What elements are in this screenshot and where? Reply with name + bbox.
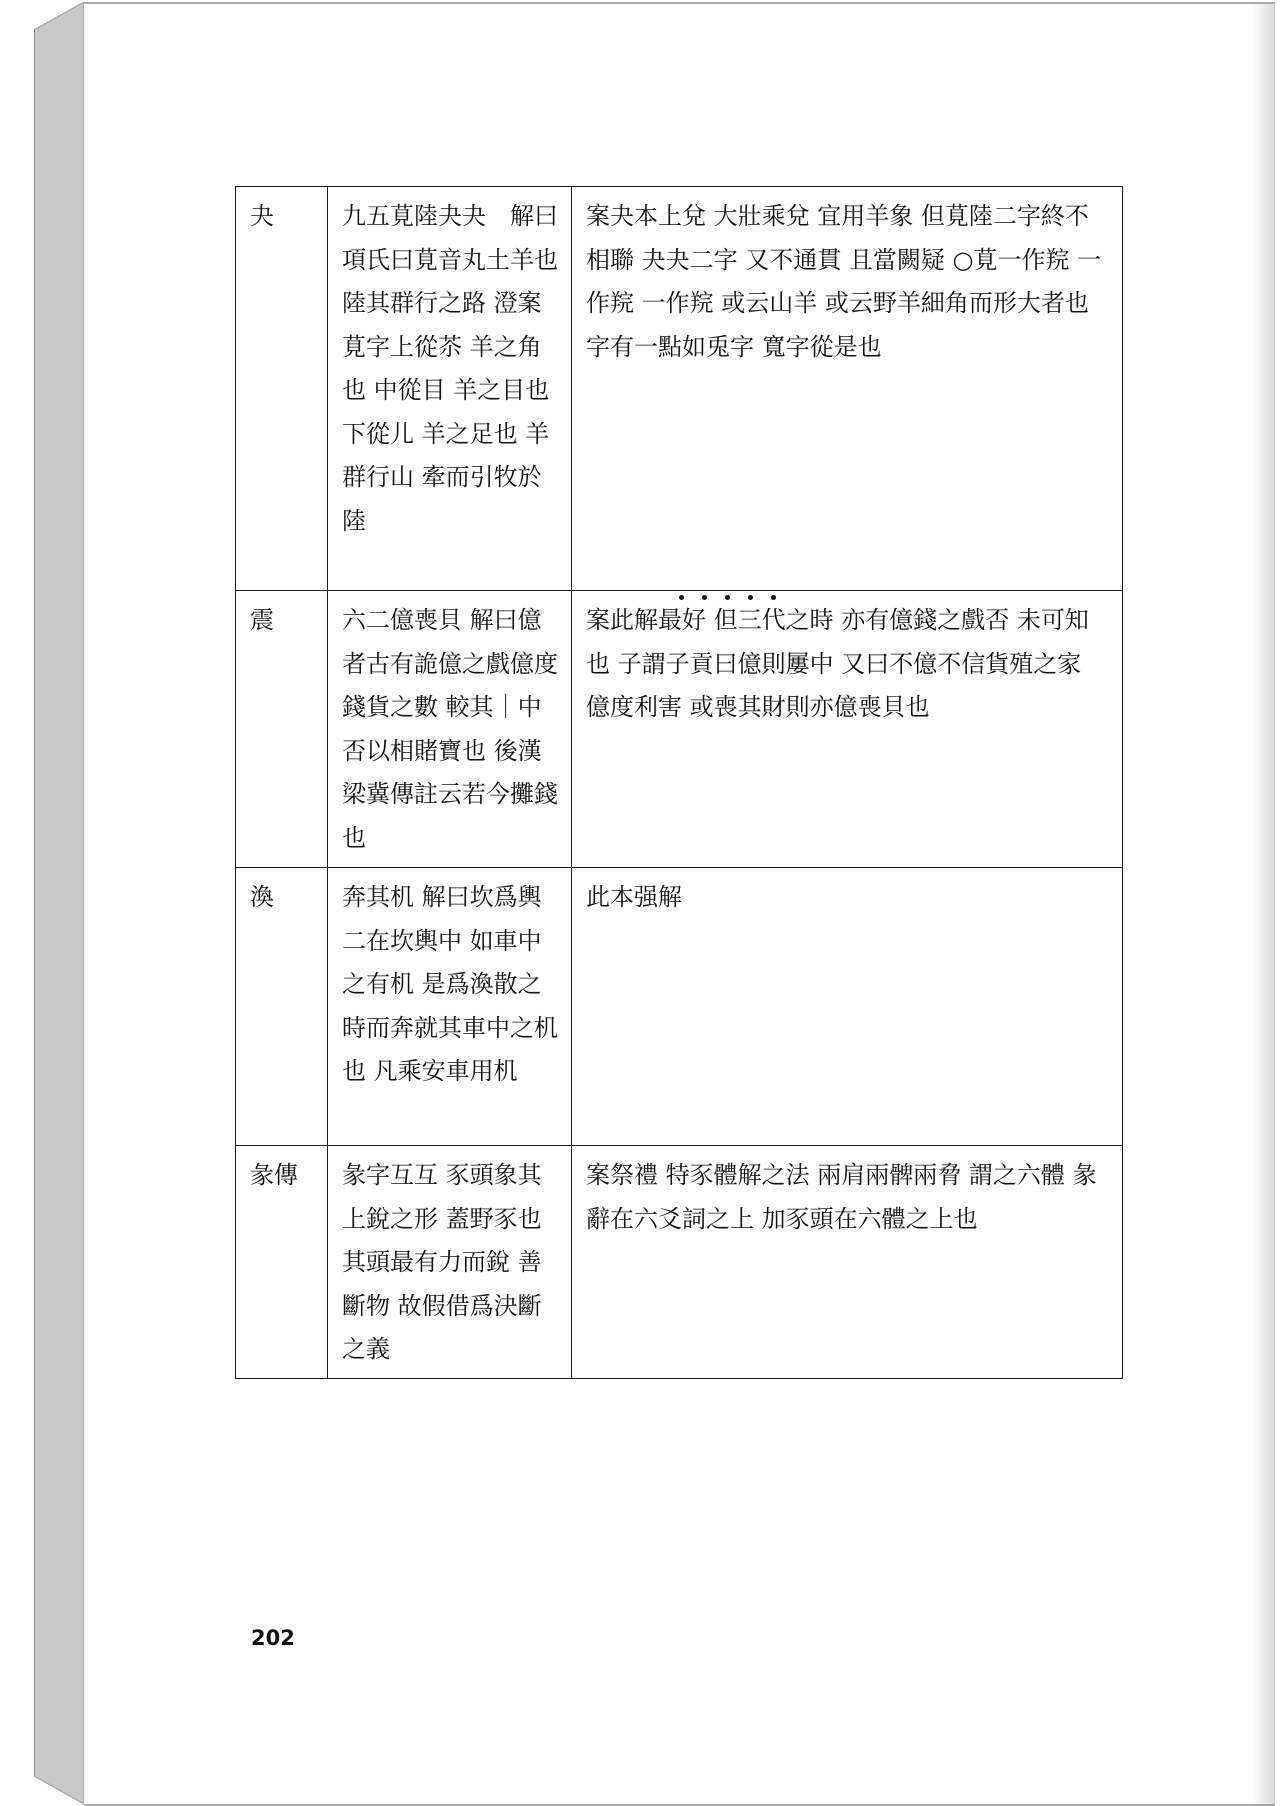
page-edge-shadow [1252, 4, 1274, 1804]
annotation-cell: 案此解最好 但三代之時 亦有億錢之戲否 未可知也 子謂子貢曰億則屢中 又曰不億不信貨殖之家 億度利害 或喪其財則亦億喪貝也 [572, 591, 1123, 868]
table-row [236, 868, 1123, 1146]
hexagram-cell: 彖傳 [236, 1146, 328, 1379]
emphasis-dot [679, 595, 684, 600]
hexagram-cell: 震 [236, 591, 328, 868]
table-row [236, 187, 1123, 591]
line-text-cell: 六二億喪貝 解曰億者古有詭億之戲億度錢貨之數 較其｜中否以相賭寶也 後漢梁冀傳註云若今攤錢也 [328, 591, 572, 868]
page-number: 202 [251, 1626, 295, 1650]
table-row [236, 1146, 1123, 1379]
emphasis-dot [725, 595, 730, 600]
table-row [236, 591, 1123, 868]
annotation-cell: 此本强解 [572, 868, 1123, 1146]
line-text-cell: 九五莧陸夬夬 解曰項氏曰莧音丸土羊也 陸其群行之路 澄案莧字上從苶 羊之角也 中從目 羊之目也 下從儿 羊之足也 羊群行山 牽而引牧於陸 [328, 187, 572, 591]
book-spine [34, 0, 84, 1806]
book-page [84, 2, 1275, 1806]
hexagram-cell: 渙 [236, 868, 328, 1146]
annotation-cell: 案夬本上兌 大壯乘兌 宜用羊象 但莧陸二字終不相聯 夬夬二字 又不通貫 且當闕疑 ○莧一作羦 一作羦 一作羦 或云山羊 或云野羊細角而形大者也 字有一點如兎字 寬字從是也 [572, 187, 1123, 591]
hexagram-cell: 夬 [236, 187, 328, 591]
line-text-cell: 奔其机 解曰坎爲輿 二在坎輿中 如車中之有机 是爲渙散之時而奔就其車中之机也 凡乘安車用机 [328, 868, 572, 1146]
emphasis-dot [702, 595, 707, 600]
commentary-table [235, 186, 1123, 1379]
annotation-cell: 案祭禮 特豕體解之法 兩肩兩髀兩脅 謂之六體 彖辭在六爻詞之上 加豕頭在六體之上也 [572, 1146, 1123, 1379]
line-text-cell: 彖字互互 豕頭象其上銳之形 蓋野豕也 其頭最有力而銳 善斷物 故假借爲決斷之義 [328, 1146, 572, 1379]
emphasis-dots [679, 595, 799, 603]
emphasis-dot [748, 595, 753, 600]
emphasis-dot [771, 595, 776, 600]
